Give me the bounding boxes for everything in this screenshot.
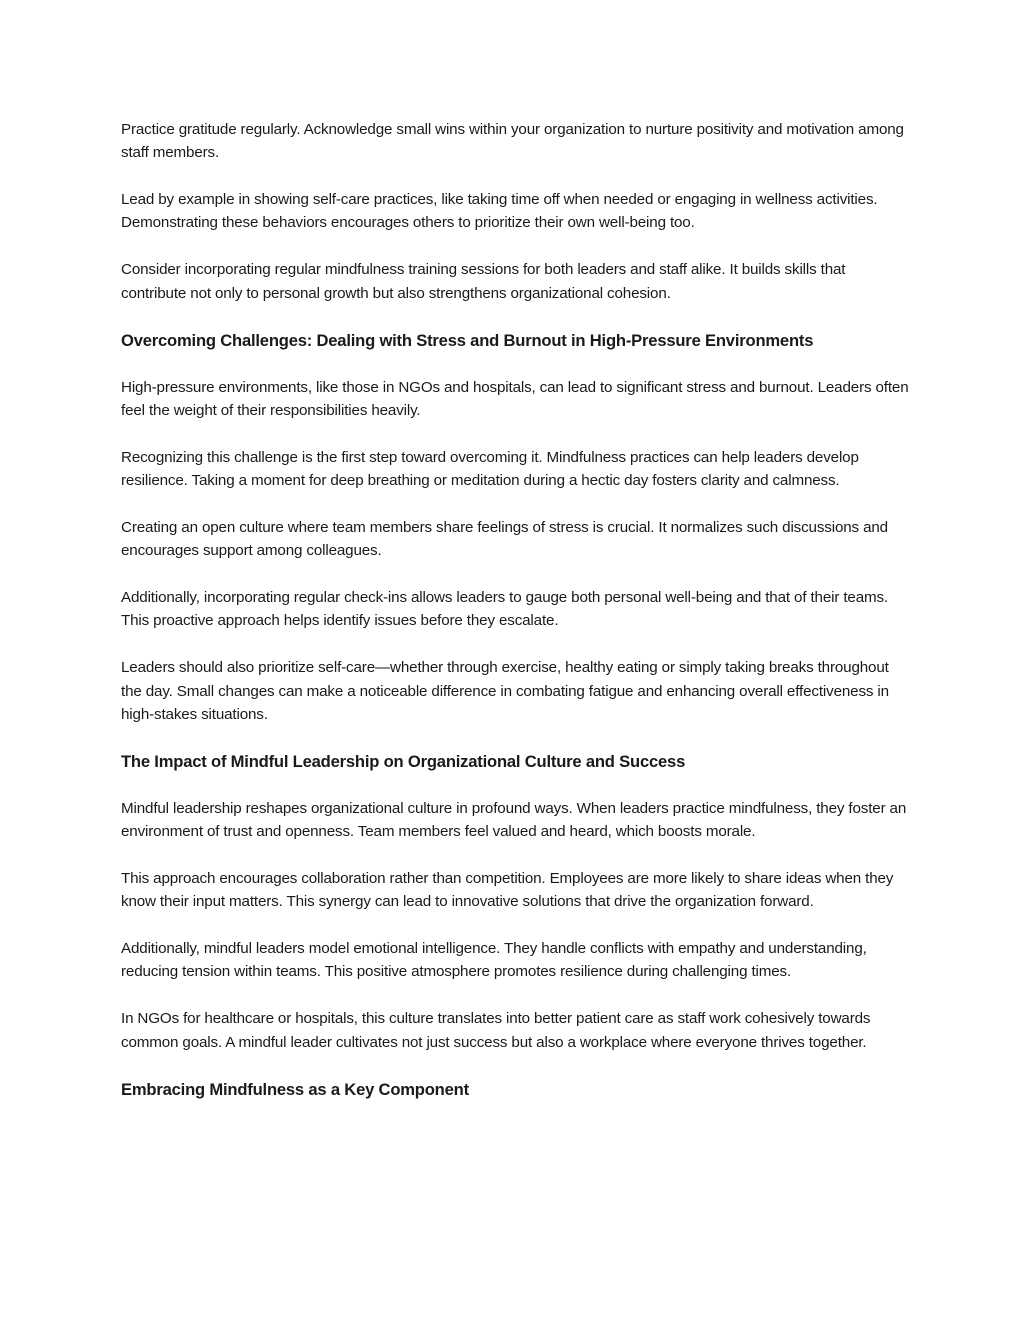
paragraph-check-ins: Additionally, incorporating regular check-ins allows leaders to gauge both personal well-being and that of their teams. This proactive approach helps identify issues before they escalate. <box>121 589 889 630</box>
paragraph-lead-by-example: Lead by example in showing self-care practices, like taking time off when needed or engaging in wellness activities. Demonstrating these behaviors encourages others to prioritize their own well-being too. <box>121 191 878 232</box>
paragraph-high-pressure: High-pressure environments, like those in NGOs and hospitals, can lead to significant stress and burnout. Leaders often feel the weight of their responsibilities heavily. <box>121 378 909 419</box>
paragraph-ngos-healthcare: In NGOs for healthcare or hospitals, this culture translates into better patient care as staff work cohesively towards common goals. A mindful leader cultivates not just success but also a workplace where everyone thrives together. <box>121 1010 871 1051</box>
paragraph-self-care: Leaders should also prioritize self-care—whether through exercise, healthy eating or simply taking breaks throughout the day. Small changes can make a noticeable difference in combating fatigue and enhancing overall effectiveness in high-stakes situations. <box>121 659 889 723</box>
document-page <box>121 118 913 1125</box>
paragraph-open-culture: Creating an open culture where team members share feelings of stress is crucial. It normalizes such discussions and encourages support among colleagues. <box>121 518 888 560</box>
paragraph-emotional-intelligence: Additionally, mindful leaders model emotional intelligence. They handle conflicts with empathy and understanding, reducing tension within teams. This positive atmosphere promotes resilience during challenging times. <box>121 940 867 981</box>
heading-overcoming-challenges: Overcoming Challenges: Dealing with Stress and Burnout in High-Pressure Environments <box>121 330 814 350</box>
paragraph-mindfulness-training: Consider incorporating regular mindfulness training sessions for both leaders and staff alike. It builds skills that contribute not only to personal growth but also strengthens organizational cohesion. <box>121 261 846 302</box>
paragraph-collaboration: This approach encourages collaboration rather than competition. Employees are more likely to share ideas when they know their input matters. This synergy can lead to innovative solutions that drive the organization forward. <box>121 869 894 911</box>
heading-embracing-mindfulness: Embracing Mindfulness as a Key Component <box>121 1079 469 1099</box>
paragraph-reshapes-culture: Mindful leadership reshapes organizational culture in profound ways. When leaders practice mindfulness, they foster an environment of trust and openness. Team members feel valued and heard, which boosts morale. <box>121 799 907 841</box>
heading-impact-mindful-leadership: The Impact of Mindful Leadership on Organizational Culture and Success <box>121 751 686 771</box>
paragraph-recognizing-challenge: Recognizing this challenge is the first step toward overcoming it. Mindfulness practices can help leaders develop resilience. Taking a moment for deep breathing or meditation during a hectic day fosters clarity and calmness. <box>121 448 859 490</box>
paragraph-gratitude: Practice gratitude regularly. Acknowledge small wins within your organization to nurture positivity and motivation among staff members. <box>121 121 904 162</box>
